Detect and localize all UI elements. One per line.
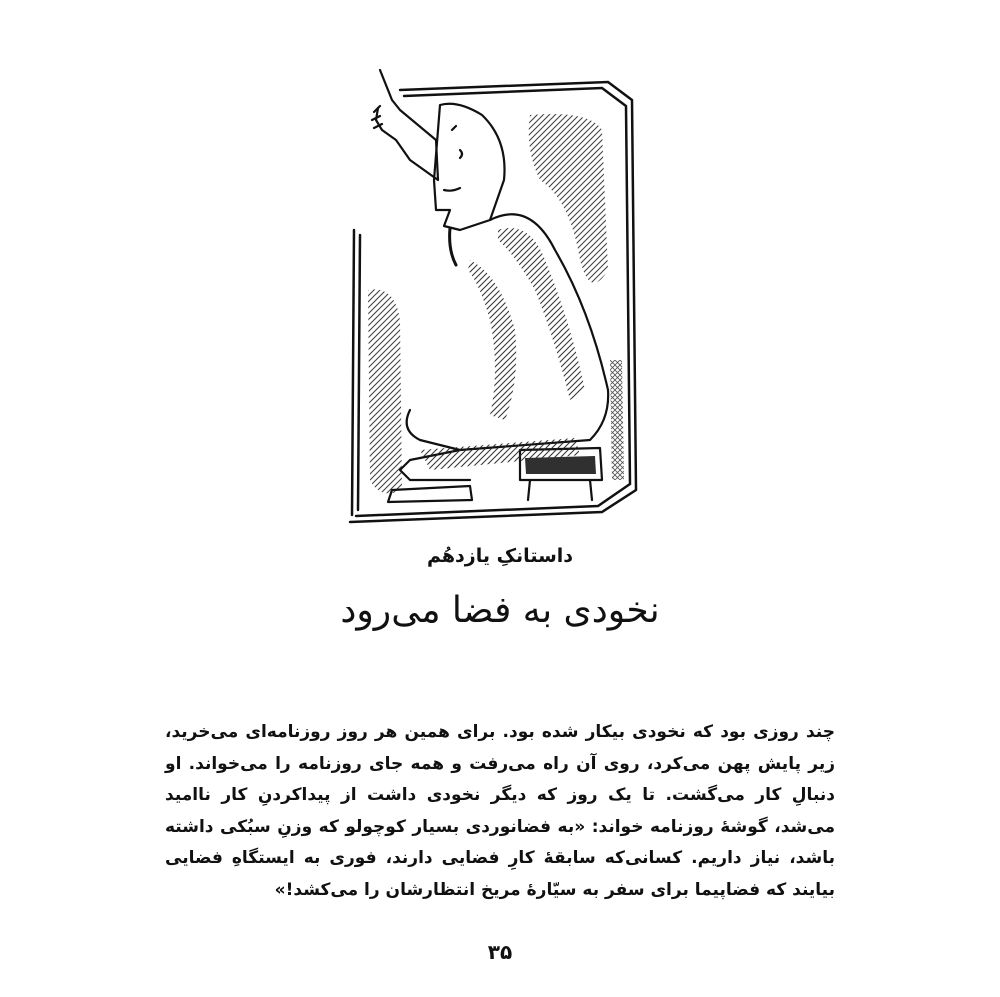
chapter-label: داستانکِ یازدهُم	[426, 545, 574, 567]
page-number: ۳۵	[487, 940, 513, 964]
story-title: نخودی به فضا می‌رود	[340, 590, 660, 631]
story-paragraph: چند روزی بود که نخودی بیکار شده بود. برای همین هر روز روزنامه‌ای می‌خرید، زیر پایش پهن می‌کرد، روی آن راه می‌رفت و همه جای روزنامه را می‌خواند. او دنبالِ کار می‌گشت. تا یک روز که دیگر نخودی داشت از پیداکردنِ کار ناامید می‌شد، گوشهٔ روزنامه خواند: «به فضانوردی بسیار کوچولو که وزنِ سبُکی داشته باشد، نیاز داریم. کسانی‌که سابقهٔ کارِ فضایی دارند، فوری به ایستگاهِ فضایی بیایند که فضاپیما برای سفر به سیّارهٔ مریخ انتظارشان را می‌کشد!»	[165, 722, 835, 900]
illustration	[340, 60, 660, 530]
figure-shading	[420, 228, 596, 474]
